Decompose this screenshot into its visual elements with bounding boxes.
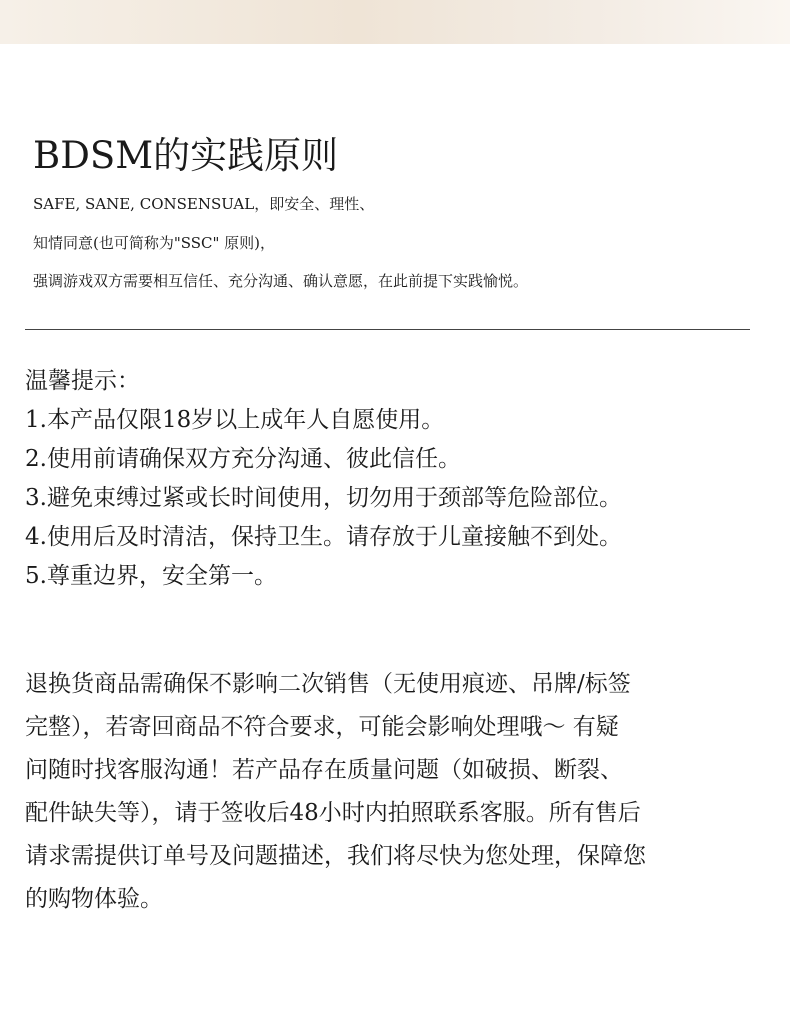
tip-item-5: 5.尊重边界，安全第一。 [25,563,277,589]
intro-line-3: 强调游戏双方需要相互信任、充分沟通、确认意愿，在此前提下实践愉悦。 [33,272,529,290]
tip-item-3: 3.避免束缚过紧或长时间使用，切勿用于颈部等危险部位。 [25,485,622,511]
intro-line-1: SAFE, SANE, CONSENSUAL，即安全、理性、 [33,195,375,213]
policy-line-4: 配件缺失等），请于签收后48小时内拍照联系客服。所有售后 [25,800,641,826]
policy-line-5: 请求需提供订单号及问题描述，我们将尽快为您处理，保障您 [25,843,646,869]
top-banner-strip [0,0,790,44]
policy-line-2: 完整），若寄回商品不符合要求，可能会影响处理哦～ 有疑 [25,714,619,740]
policy-line-1: 退换货商品需确保不影响二次销售（无使用痕迹、吊牌/标签 [25,671,631,697]
policy-line-6: 的购物体验。 [25,886,163,912]
page-title: BDSM的实践原则 [33,134,339,177]
return-policy-section [25,663,765,921]
section-divider [25,329,750,330]
tips-heading: 温馨提示： [25,368,140,394]
tip-item-4: 4.使用后及时清洁，保持卫生。请存放于儿童接触不到处。 [25,524,622,550]
tip-item-2: 2.使用前请确保双方充分沟通、彼此信任。 [25,446,461,472]
policy-line-3: 问随时找客服沟通！若产品存在质量问题（如破损、断裂、 [25,757,623,783]
tips-section [25,362,785,596]
tip-item-1: 1.本产品仅限18岁以上成年人自愿使用。 [25,407,445,433]
intro-line-2: 知情同意(也可简称为"SSC" 原则)， [33,234,276,252]
